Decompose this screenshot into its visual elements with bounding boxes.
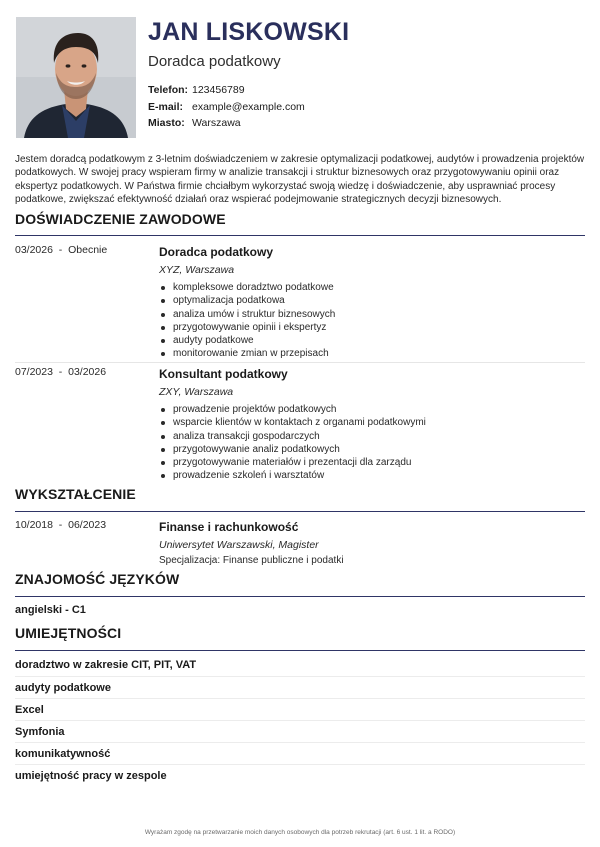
entry-specialization: Specjalizacja: Finanse publiczne i podatki (159, 555, 344, 566)
profile-summary: Jestem doradcą podatkowym z 3-letnim doświadczeniem w zakresie optymalizacji podatkowej, audytów i prowadzenia projektów podatkowych. W swojej pracy wspieram firmy w analizie transakcji i struktur biznesowych oraz przygotowywaniu opinii oraz ekspertyz podatkowych. W Państwa firmie chciałbym wykorzystać swoją wiedzę i doświadczenie, aby usprawniać procesy podatkowe, zwiększać efektywność działań oraz wspierać podejmowanie strategicznych decyzji biznesowych. (15, 154, 585, 206)
entry-dates: 10/2018 - 06/2023 (15, 519, 107, 531)
contact-label: Miasto: (148, 117, 185, 129)
gdpr-consent-clause: Wyrażam zgodę na przetwarzanie moich danych osobowych dla potrzeb rekrutacji (art. 6 ust. 1 lit. a RODO) (144, 829, 456, 836)
languages-heading: ZNAJOMOŚĆ JĘZYKÓW (15, 571, 180, 587)
contact-value: 123456789 (192, 84, 245, 96)
skill-item: komunikatywność (15, 748, 111, 760)
contact-value: example@example.com (192, 100, 305, 113)
bullet-item: analiza umów i struktur biznesowych (159, 308, 585, 321)
entry-bullets (159, 281, 585, 361)
education-heading: WYKSZTAŁCENIE (15, 486, 136, 502)
section-divider (15, 235, 585, 236)
bullet-item: prowadzenie szkoleń i warsztatów (159, 469, 585, 482)
skill-item: audyty podatkowe (15, 682, 111, 694)
skill-item: Symfonia (15, 726, 65, 738)
bullet-item: przygotowywanie analiz podatkowych (159, 443, 585, 456)
bullet-item: przygotowywanie materiałów i prezentacji dla zarządu (159, 456, 585, 469)
contact-label: Telefon: (148, 84, 189, 96)
entry-bullets (159, 403, 585, 483)
language-item: angielski - C1 (15, 604, 86, 616)
skill-item: umiejętność pracy w zespole (15, 770, 167, 782)
profile-photo (16, 17, 136, 138)
skill-item: doradztwo w zakresie CIT, PIT, VAT (15, 659, 197, 671)
section-divider (15, 511, 585, 512)
skill-divider (15, 676, 585, 677)
skill-divider (15, 742, 585, 743)
bullet-item: wsparcie klientów w kontaktach z organami podatkowymi (159, 416, 585, 429)
bullet-item: monitorowanie zmian w przepisach (159, 347, 585, 360)
skills-heading: UMIEJĘTNOŚCI (15, 625, 122, 641)
entry-org: XYZ, Warszawa (159, 264, 235, 276)
skill-item: Excel (15, 704, 44, 716)
contact-label: E-mail: (148, 100, 184, 113)
skill-divider (15, 720, 585, 721)
entry-role: Konsultant podatkowy (159, 367, 288, 381)
entry-org: Uniwersytet Warszawski, Magister (159, 539, 319, 551)
skill-divider (15, 764, 585, 765)
bullet-item: prowadzenie projektów podatkowych (159, 403, 585, 416)
section-divider (15, 596, 585, 597)
bullet-item: przygotowywanie opinii i ekspertyz (159, 321, 585, 334)
contact-row-city (148, 115, 305, 132)
experience-heading: DOŚWIADCZENIE ZAWODOWE (15, 211, 226, 227)
candidate-name: JAN LISKOWSKI (148, 18, 350, 46)
contact-info (148, 82, 305, 132)
entry-role: Finanse i rachunkowość (159, 520, 299, 534)
entry-divider (15, 362, 585, 363)
bullet-item: optymalizacja podatkowa (159, 294, 585, 307)
contact-value: Warszawa (192, 117, 241, 129)
entry-org: ZXY, Warszawa (159, 386, 234, 398)
contact-row-phone (148, 82, 305, 99)
bullet-item: audyty podatkowe (159, 334, 585, 347)
bullet-item: kompleksowe doradztwo podatkowe (159, 281, 585, 294)
contact-row-email (148, 99, 305, 116)
entry-dates: 07/2023 - 03/2026 (15, 366, 107, 378)
entry-role: Doradca podatkowy (159, 245, 274, 259)
section-divider (15, 650, 585, 651)
bullet-item: analiza transakcji gospodarczych (159, 430, 585, 443)
entry-dates: 03/2026 - Obecnie (15, 244, 108, 256)
candidate-job-title: Doradca podatkowy (148, 53, 281, 70)
skill-divider (15, 698, 585, 699)
